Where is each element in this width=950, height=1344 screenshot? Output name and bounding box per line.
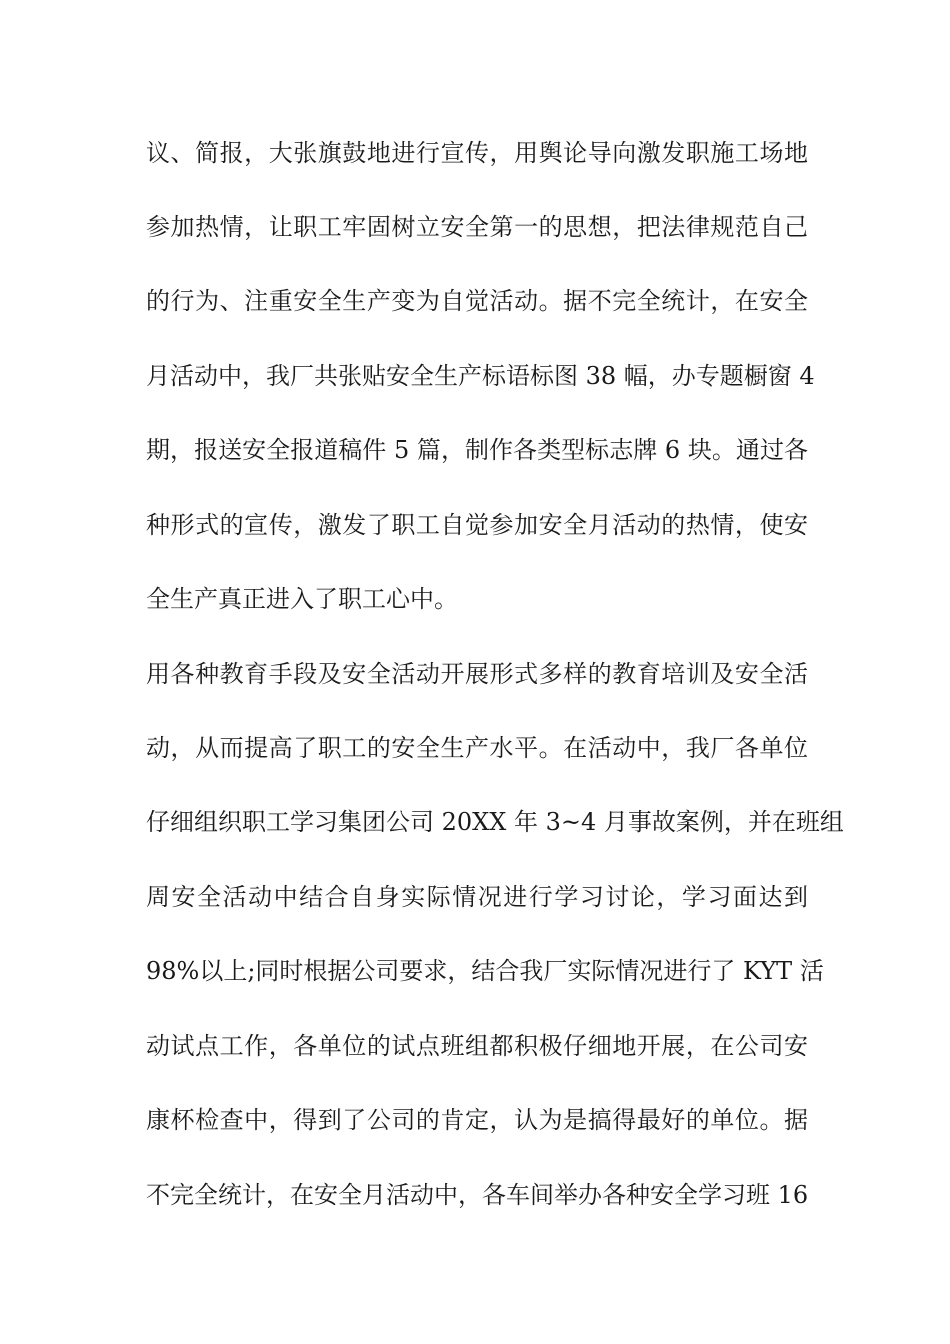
text-line: 月活动中，我厂共张贴安全生产标语标图 38 幅，办专题橱窗 4	[146, 362, 815, 390]
text-line: 参加热情，让职工牢固树立安全第一的思想，把法律规范自己	[146, 213, 808, 241]
text-line: 仔细组织职工学习集团公司 20XX 年 3~4 月事故案例，并在班组	[146, 808, 844, 836]
text-line: 不完全统计，在安全月活动中，各车间举办各种安全学习班 16	[146, 1181, 809, 1209]
text-line: 议、简报，大张旗鼓地进行宣传，用舆论导向激发职施工场地	[146, 139, 808, 167]
text-line: 用各种教育手段及安全活动开展形式多样的教育培训及安全活	[146, 660, 808, 688]
text-line: 98%以上;同时根据公司要求，结合我厂实际情况进行了 KYT 活	[146, 957, 824, 985]
text-line: 动，从而提高了职工的安全生产水平。在活动中，我厂各单位	[146, 734, 808, 762]
text-line: 周安全活动中结合自身实际情况进行学习讨论，学习面达到	[146, 883, 808, 911]
text-line: 期，报送安全报道稿件 5 篇，制作各类型标志牌 6 块。通过各	[146, 436, 808, 464]
text-line: 全生产真正进入了职工心中。	[146, 585, 458, 613]
text-line: 动试点工作，各单位的试点班组都积极仔细地开展，在公司安	[146, 1032, 808, 1060]
text-line: 种形式的宣传，激发了职工自觉参加安全月活动的热情，使安	[146, 511, 808, 539]
text-line: 的行为、注重安全生产变为自觉活动。据不完全统计，在安全	[146, 287, 808, 315]
text-line: 康杯检查中，得到了公司的肯定，认为是搞得最好的单位。据	[146, 1106, 808, 1134]
